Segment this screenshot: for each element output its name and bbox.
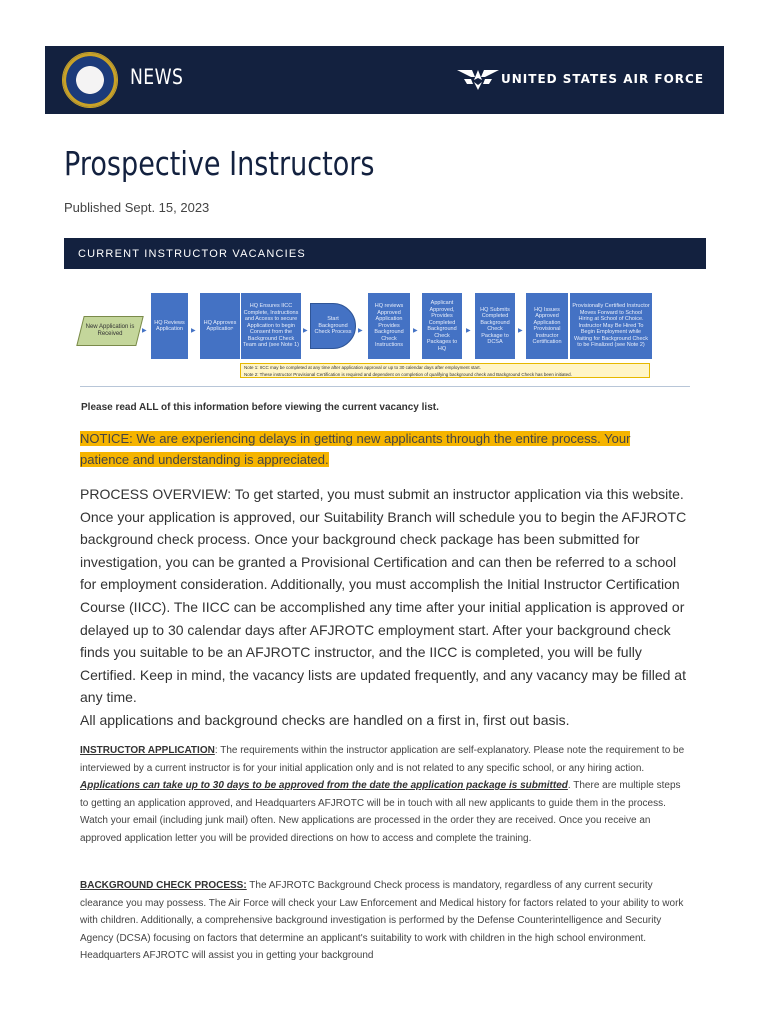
background-check-section — [80, 877, 690, 965]
process-overview — [80, 483, 690, 732]
flow-note-1: Note 1: IICC may be completed at any time after application approval or up to 30 calendar days after employment start. — [244, 365, 481, 370]
flow-step-2: HQ Approves Application — [200, 293, 240, 359]
flow-step-4: Start Background Check Process — [310, 303, 356, 349]
published-date: Published Sept. 15, 2023 — [64, 200, 210, 215]
arrow-icon: ▶ — [232, 328, 237, 334]
flow-step-6: Applicant Approved, Provides Completed Background Check Packages to HQ — [422, 293, 462, 359]
news-link[interactable]: NEWS — [130, 65, 184, 89]
page-title: Prospective Instructors — [64, 144, 375, 183]
flow-step-3: HQ Ensures IICC Complete, Instructions and Access to secure Application to begin Consent from the Background Check Team and (see Note 1) — [241, 293, 301, 359]
site-header — [45, 46, 724, 114]
arrow-icon: ▶ — [413, 328, 418, 334]
section-heading-label: CURRENT INSTRUCTOR VACANCIES — [78, 247, 306, 260]
flow-note-2: Note 2: These instructor Provisional Certification is required and dependent on completion of qualifying background check and Background Check has been initiated. — [244, 371, 572, 377]
instructor-application-label: INSTRUCTOR APPLICATION — [80, 745, 215, 756]
arrow-icon: ▶ — [303, 328, 308, 334]
flow-step-8: HQ Issues Approved Application Provisional Instructor Certification — [526, 293, 568, 359]
instructor-application-text-2: . There are multiple steps to getting an application approved, and Headquarters AFJROTC will be in touch with all new applicants to guide them in the process. Watch your email (including junk mail) often. New applications are processed in the order they are received. Once you receive an approved application letter you will be provided directions on how to access and complete the training. — [80, 780, 681, 844]
process-flowchart — [80, 293, 652, 381]
arrow-icon: ▶ — [191, 328, 196, 334]
background-check-text: The AFJROTC Background Check process is mandatory, regardless of any current security clearance you may possess. The Air Force will check your Law Enforcement and Medical history for factors related to your ability to work with children. Additionally, a comprehensive background investigation is performed by the Defense Counterintelligence and Security Agency (DCSA) focusing on factors that determine an applicant's suitability to work with children in the high school environment. Headquarters AFJROTC will assist you in getting your background — [80, 880, 684, 962]
instructor-application-text-1: : The requirements within the instructor application are self-explanatory. Please note the requirement to be interviewed by a current instructor is for your initial application only and is not related to any specific school, or any hiring action. — [80, 745, 685, 774]
arrow-icon: ▶ — [518, 328, 523, 334]
arrow-icon: ▶ — [466, 328, 471, 334]
divider — [80, 386, 690, 387]
flow-step-5: HQ reviews Approved Application Provides Background Check Instructions — [368, 293, 410, 359]
delay-notice-text: NOTICE: We are experiencing delays in getting new applicants through the entire process. Your patience and understanding is appreciated. — [80, 431, 631, 467]
read-all-notice: Please read ALL of this information before viewing the current vacancy list. — [81, 402, 439, 413]
flow-start-label: New Application is Received — [85, 324, 135, 337]
overview-paragraph: PROCESS OVERVIEW: To get started, you must submit an instructor application via this website. Once your application is approved, our Suitability Branch will schedule you to begin the AFJROTC background check process. Once your background check package has been submitted for investigation, you can be granted a Provisional Certification and can then be referred to a school for employment consideration. Additionally, you must accomplish the Initial Instructor Certification Course (IICC). The IICC can be accomplished any time after your initial application is approved or delayed up to 30 calendar days after AFJROTC employment start. After your background check finds you suitable to be an AFJROTC instructor, and the IICC is completed, you will be fully Certified. Keep in mind, the vacancy lists are updated frequently, and any vacancy may be filled at any time. — [80, 486, 687, 706]
overview-fifo-line: All applications and background checks are handled on a first in, first out basis. — [80, 711, 570, 728]
instructor-application-section — [80, 742, 690, 848]
arrow-icon: ▶ — [358, 328, 363, 334]
flow-step-9: Provisionally Certified Instructor Moves Forward to School Hiring at School of Choice. Instructor May Be Hired To Begin Employment while Waiting for Background Check to be Finalized (see Note 2) — [570, 293, 652, 359]
flowchart-notes — [240, 363, 650, 378]
instructor-application-emphasis: Applications can take up to 30 days to be approved from the date the application package is submitted — [80, 780, 568, 792]
background-check-label: BACKGROUND CHECK PROCESS: — [80, 880, 247, 891]
arrow-icon: ▶ — [142, 328, 147, 334]
delay-notice — [80, 428, 660, 470]
flow-step-7: HQ Submits Completed Background Check Package to DCSA — [475, 293, 515, 359]
flow-start-step — [76, 316, 143, 346]
air-force-wings-icon[interactable] — [457, 67, 499, 93]
air-force-seal-icon[interactable] — [62, 52, 118, 108]
brand-text[interactable]: UNITED STATES AIR FORCE — [501, 72, 705, 86]
section-heading — [64, 238, 706, 269]
flow-step-1: HQ Reviews Application — [151, 293, 188, 359]
